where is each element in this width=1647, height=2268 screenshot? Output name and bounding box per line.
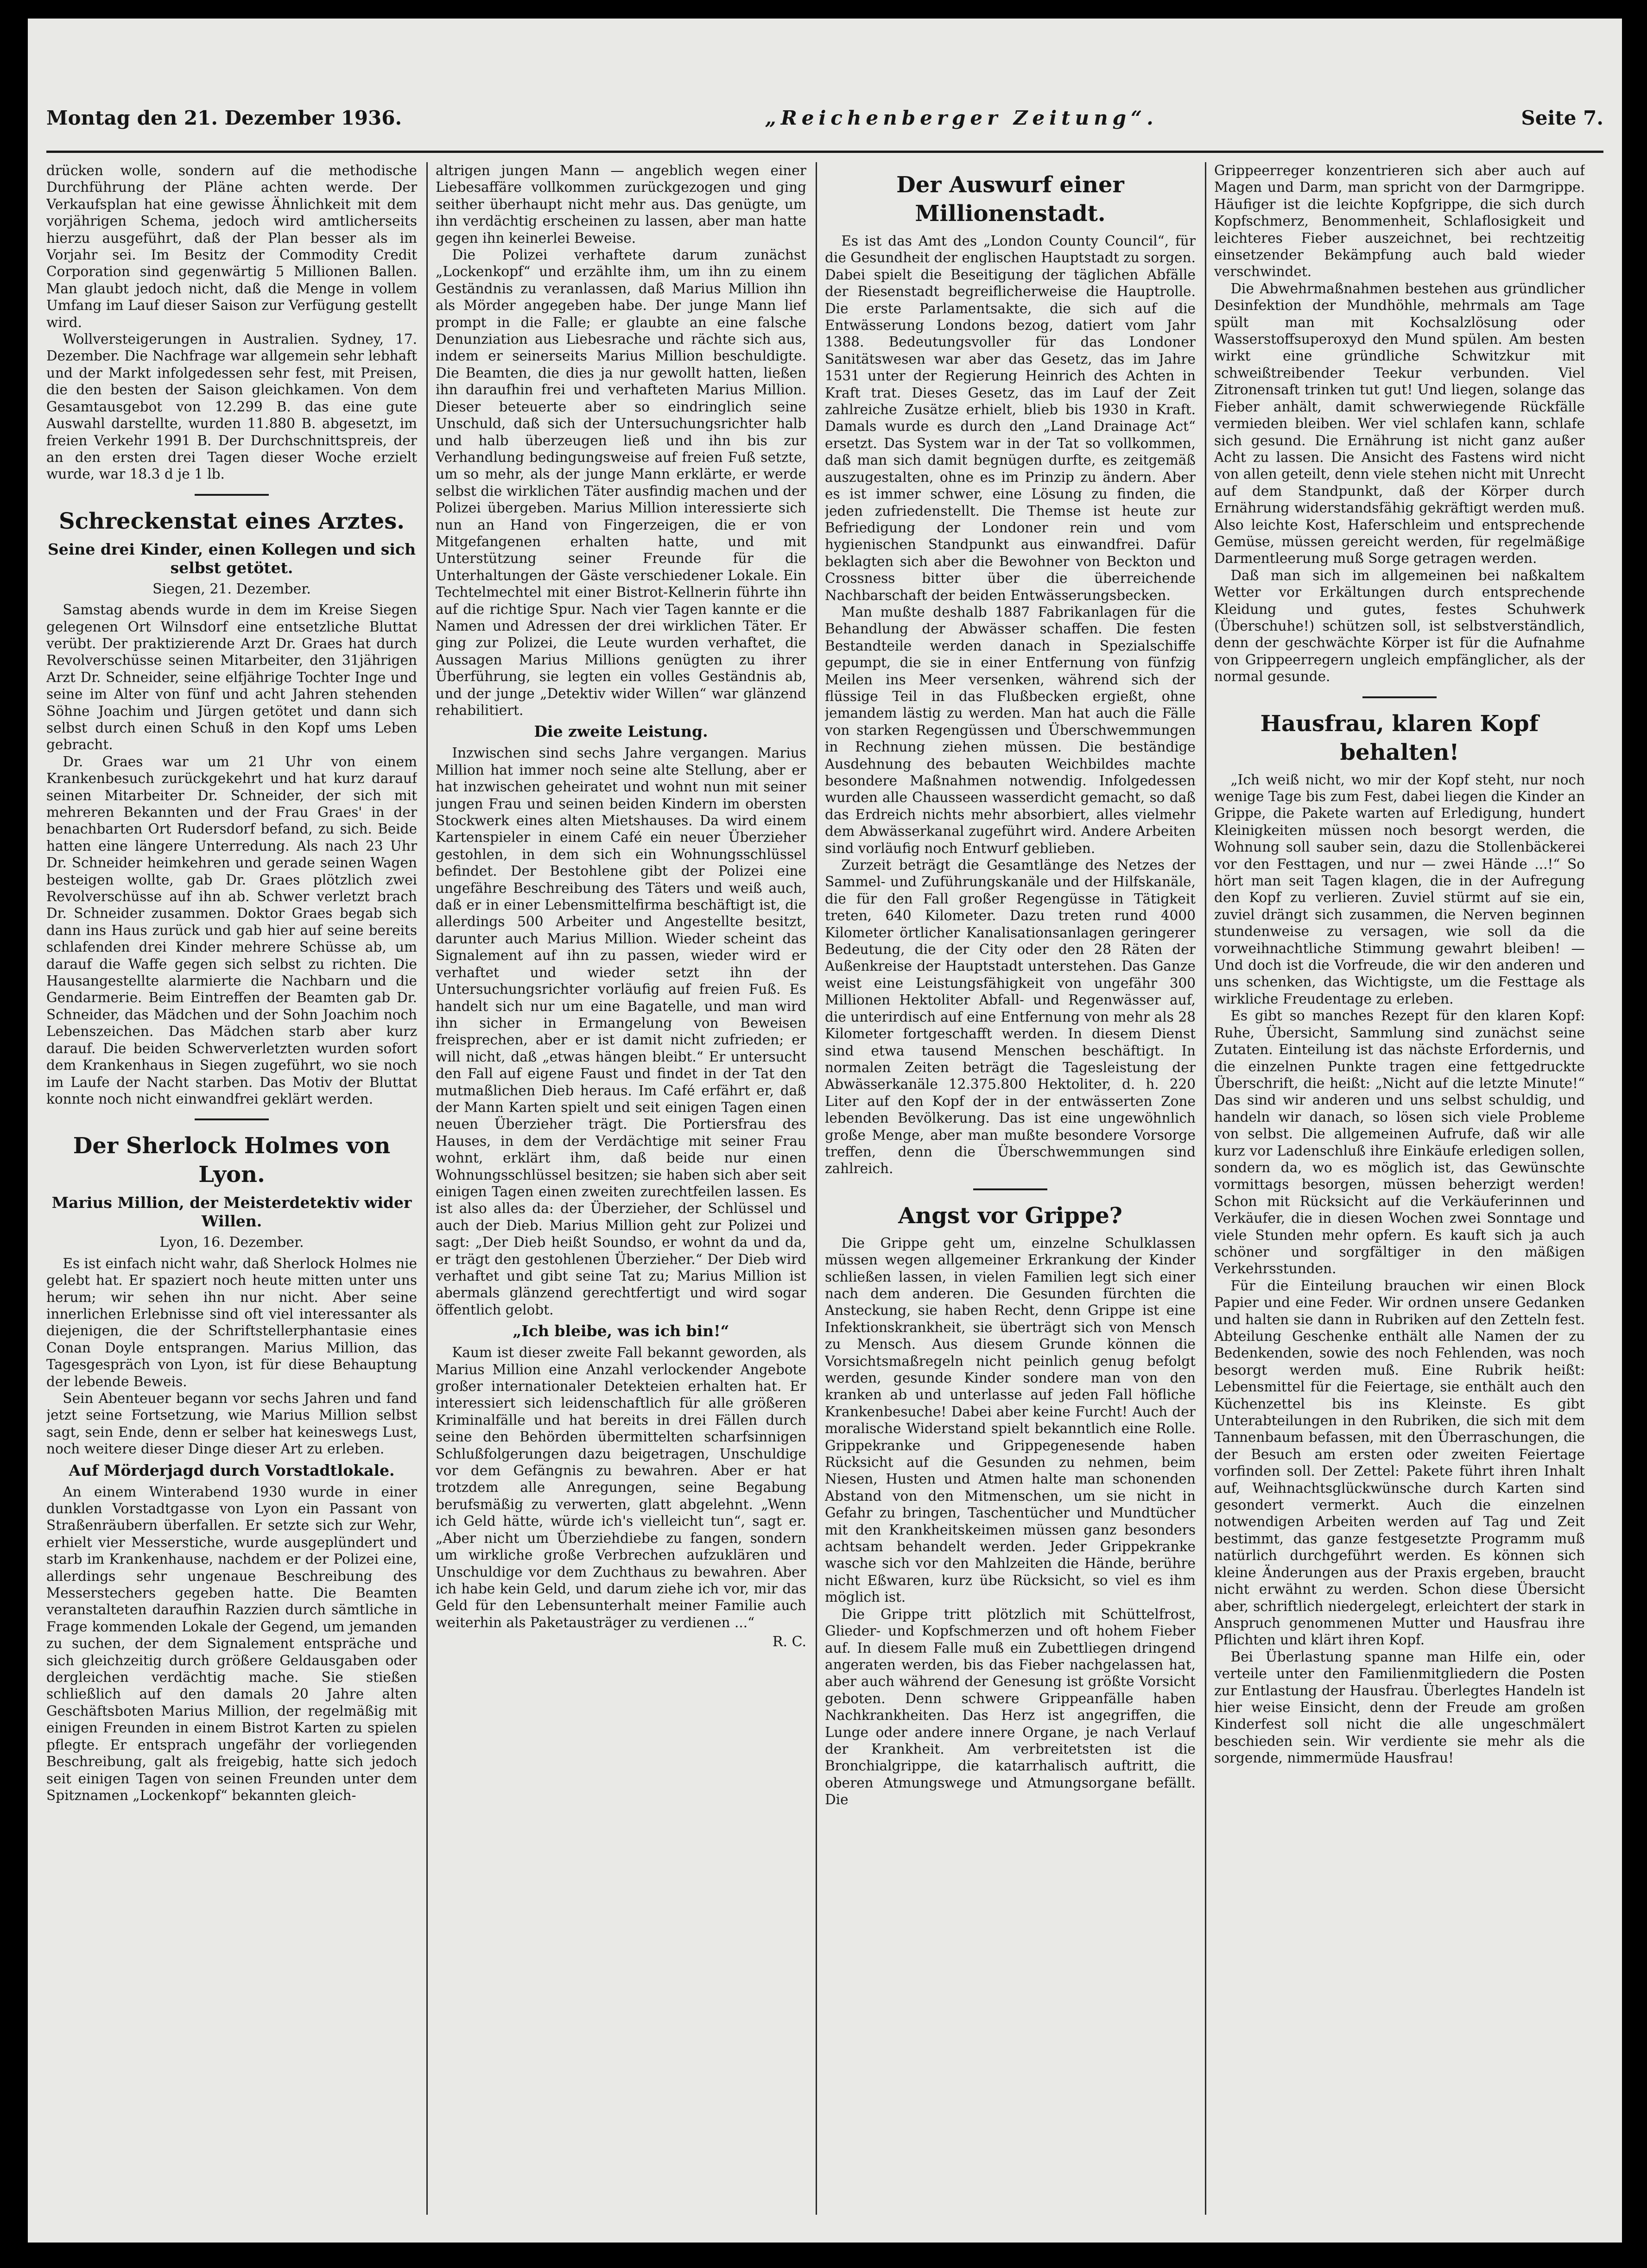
separator <box>973 1188 1047 1190</box>
article-headline: Hausfrau, klaren Kopf behalten! <box>1260 710 1539 765</box>
column-rule <box>1205 162 1206 2215</box>
paragraph: Die Grippe geht um, einzelne Schulklassen müssen wegen allgemeiner Erkrankung der Kinder schließen lassen, in vielen Familien legt sich einer nach dem anderen. Die Gesunden fürchten die Ansteckung, sie haben Recht, denn Grippe ist eine Infektionskrankheit, sie überträgt sich von Mensch zu Mensch. Aus diesem Grunde können die Vorsichtsmaßregeln nicht peinlich genug befolgt werden, gesunde Kinder sondere man von den kranken ab und unterlasse auf jeden Fall höfliche Krankenbesuche! Dabei aber keine Furcht! Auch der moralische Widerstand spielt bekanntlich eine Rolle. Grippekranke und Grippegenesende haben Rücksicht auf die Gesunden zu nehmen, beim Niesen, Husten und Atmen halte man schonenden Abstand von den Mitmenschen, um sie nicht in Gefahr zu bringen, Taschentücher und Mundtücher mit den Krankheitskeimen müssen ganz besonders achtsam behandelt werden. Jeder Grippekranke wasche sich vor den Mahlzeiten die Hände, berühre nicht Eßwaren, kurz übe Rücksicht, so viel es ihm möglich ist. <box>825 1235 1196 1605</box>
article-subheading: Seine drei Kinder, einen Kollegen und sich selbst getötet. <box>48 540 416 577</box>
section-subheading: Die zweite Leistung. <box>534 722 708 741</box>
article-headline: Der Sherlock Holmes von Lyon. <box>73 1133 391 1188</box>
paragraph: altrigen jungen Mann — angeblich wegen einer Liebesaffäre vollkommen zurückgezogen und ging seither überhaupt nicht mehr aus. Das genügte, um ihn verdächtig erscheinen zu lassen, aber man hatte gegen ihn keinerlei Beweise. <box>436 163 806 246</box>
column-1 <box>46 162 417 2215</box>
separator <box>1362 696 1437 698</box>
paragraph: Zurzeit beträgt die Gesamtlänge des Netzes der Sammel- und Zuführungskanäle und der Hilfskanäle, die für den Fall großer Regengüsse in Tätigkeit treten, 640 Kilometer. Dazu treten rund 4000 Kilometer örtlicher Kanalisationsanlagen geringerer Bedeutung, die der City oder den 28 Räten der Außenkreise der Hauptstadt unterstehen. Das Ganze weist eine Leistungsfähigkeit von ungefähr 300 Millionen Hektoliter Abfall- und Regenwässer auf, die unterirdisch auf eine Entfernung von mehr als 28 Kilometer fortgeschafft werden. In diesem Dienst sind etwa tausend Menschen beschäftigt. In normalen Zeiten beträgt die Tagesleistung der Abwässerkanäle 12.375.800 Hektoliter, d. h. 220 Liter auf den Kopf der in der entwässerten Zone lebenden Bevölkerung. Das ist eine ungewöhnlich große Menge, aber man mußte besondere Vorsorge treffen, denn die Überschwemmungen sind zahlreich. <box>825 857 1196 1177</box>
article-headline: Angst vor Grippe? <box>898 1202 1122 1229</box>
paragraph: Man mußte deshalb 1887 Fabrikanlagen für die Behandlung der Abwässer schaffen. Die festen Bestandteile werden danach in Spezialschiffe gepumpt, die sie in einer Entfernung von fünfzig Meilen ins Meer versenken, während sich der flüssige Teil in das Flußbecken ergießt, ohne jemandem lästig zu werden. Man hat auch die Fälle von starken Regengüssen und Überschwemmungen in Rechnung ziehen müssen. Die beständige Ausdehnung des bebauten Weichbildes machte besondere Maßnahmen notwendig. Infolgedessen wurden alle Chausseen wasserdicht gemacht, so daß das Erdreich nichts mehr absorbiert, alles vielmehr dem Abwässerkanal zugeführt wird. Andere Arbeiten sind vorläufig noch Entwurf geblieben. <box>825 604 1196 856</box>
column-2 <box>436 162 806 2215</box>
column-3 <box>825 162 1196 2215</box>
author-signature: R. C. <box>772 1634 806 1650</box>
paragraph: Die Abwehrmaßnahmen bestehen aus gründlicher Desinfektion der Mundhöhle, mehrmals am Tage spült man mit Kochsalzlösung oder Wasserstoffsuperoxyd den Mund spülen. Am besten wirkt eine gründliche Schwitzkur mit schweißtreibender Teekur verbunden. Viel Zitronensaft trinken tut gut! Und liegen, solange das Fieber anhält, damit schwerwiegende Rückfälle vermieden bleiben. Wer viel schlafen kann, schlafe sich gesund. Die Ernährung ist nicht ganz außer Acht zu lassen. Die Ansicht des Fastens wird nicht von allen geteilt, denn viele stehen nicht mit Unrecht auf dem Standpunkt, daß der Körper durch Ernährung widerstandsfähig gekräftigt werden muß. Also leichte Kost, Haferschleim und entsprechende Gemüse, müssen gereicht werden, für regelmäßige Darmentleerung muß Sorge getragen werden. <box>1214 280 1585 567</box>
paragraph: Die Grippe tritt plötzlich mit Schüttelfrost, Glieder- und Kopfschmerzen und oft hohem Fieber auf. In diesem Falle muß ein Zubettliegen dringend angeraten werden, bis das Fieber nachgelassen hat, aber auch während der Genesung ist größte Vorsicht geboten. Denn schwere Grippeanfälle haben Nachkrankheiten. Das Herz ist angegriffen, die Lunge oder andere innere Organe, je nach Verlauf der Krankheit. Am verbreitetsten ist die Bronchialgrippe, die katarrhalisch auftritt, die oberen Atmungswege und Atmungsorgane befällt. Die <box>825 1606 1196 1808</box>
paragraph: „Ich weiß nicht, wo mir der Kopf steht, nur noch wenige Tage bis zum Fest, dabei liegen die Kinder an Grippe, die Pakete warten auf Erledigung, hundert Kleinigkeiten müssen noch besorgt werden, die Wohnung soll sauber sein, dazu die Stollenbäckerei vor den Festtagen, und nur — zwei Hände ...!“ So hört man seit Tagen klagen, die in der Aufregung den Kopf zu verlieren. Zuviel stürmt auf sie ein, zuviel drängt sich zusammen, die Nerven beginnen stundenweise zu versagen, wie soll da die vorweihnachtliche Stimmung gewahrt bleiben! — Und doch ist die Vorfreude, die wir den anderen und uns schenken, das Wichtigste, um die Festtage als wirkliche Freudentage zu erleben. <box>1214 771 1585 1007</box>
separator <box>195 494 269 496</box>
paragraph: Es ist das Amt des „London County Council“, für die Gesundheit der englischen Hauptstadt zu sorgen. Dabei spielt die Beseitigung der täglichen Abfälle der Riesenstadt begreiflicherweise die Hauptrolle. Die erste Parlamentsakte, die sich auf die Entwässerung Londons bezog, datiert vom Jahr 1388. Bedeutungsvoller für das Londoner Sanitätswesen war aber das Gesetz, das im Jahre 1531 unter der Regierung Heinrich des Achten in Kraft trat. Dieses Gesetz, das im Lauf der Zeit zahlreiche Zusätze erhielt, blieb bis 1930 in Kraft. Damals wurde es durch den „Land Drainage Act“ ersetzt. Das System war in der Tat so vollkommen, daß man sich damit begnügen durfte, es zeitgemäß auszugestalten, ohne es im Prinzip zu ändern. Aber es ist immer schwer, eine Lösung zu finden, die jeden zufriedenstellt. Die Themse ist heute zur Befriedigung der Londoner rein und vom hygienischen Standpunkt aus einwandfrei. Dafür beklagten sich aber die Bewohner von Beckton und Crossness bitter über die überreichende Nachbarschaft der beiden Entwässerungsbecken. <box>825 233 1196 603</box>
separator <box>195 1118 269 1120</box>
header-rule <box>46 151 1603 153</box>
dateline: Lyon, 16. Dezember. <box>159 1234 304 1251</box>
paragraph: Es ist einfach nicht wahr, daß Sherlock Holmes nie gelebt hat. Er spaziert noch heute mitten unter uns herum; wir sehen ihn nur nicht. Aber seine innerlichen Erlebnisse sind oft viel interessanter als diejenigen, die der Schriftstellerphantasie eines Conan Doyle entsprangen. Marius Million, das Tagesgespräch von Lyon, ist für diese Behauptung der lebende Beweis. <box>46 1255 417 1390</box>
newspaper-page <box>28 19 1622 2243</box>
paragraph: Daß man sich im allgemeinen bei naßkaltem Wetter vor Erkältungen durch entsprechende Kleidung und gutes, festes Schuhwerk (Überschuhe!) schützen soll, ist selbstverständlich, denn der geschwächte Körper ist für die Aufnahme von Grippeerregern ungleich empfänglicher, als der normal gesunde. <box>1214 567 1585 685</box>
paragraph: drücken wolle, sondern auf die methodische Durchführung der Pläne achten werde. Der Verkaufsplan hat eine gewisse Ähnlichkeit mit dem vorjährigen Schema, jedoch wird amtlicherseits hierzu ausgeführt, daß der Plan besser als im Vorjahr sei. Im Besitz der Commodity Credit Corporation sind gegenwärtig 5 Millionen Ballen. Man glaubt jedoch nicht, daß die Menge in vollem Umfang im Lauf dieser Saison zur Verfügung gestellt wird. <box>46 163 417 330</box>
paragraph: Bei Überlastung spanne man Hilfe ein, oder verteile unter den Familienmitgliedern die Posten zur Entlastung der Hausfrau. Überlegtes Handeln ist hier weise Einsicht, denn der Freude am großen Kinderfest soll nicht die alle ungeschmälert beschieden sein. Wir verdiente sie mehr als die sorgende, nimmermüde Hausfrau! <box>1214 1649 1585 1766</box>
article-headline: Der Auswurf einer Millionenstadt. <box>896 172 1124 227</box>
paragraph: Für die Einteilung brauchen wir einen Block Papier und eine Feder. Wir ordnen unsere Gedanken und halten sie dann in Rubriken auf den Zetteln fest. Abteilung Geschenke enthält alle Namen der zu Bedenkenden, sowie des noch Fehlenden, was noch besorgt werden muß. Eine Rubrik heißt: Lebensmittel für die Feiertage, sie enthält auch den Küchenzettel bis ins Kleinste. Es gibt Unterabteilungen in den Rubriken, die sich mit dem Tannenbaum befassen, mit den Überraschungen, die der Besuch am ersten oder zweiten Feiertage vorfinden soll. Der Zettel: Pakete führt ihren Inhalt auf, Weihnachtsglückwünsche durch Karten sind gesondert vermerkt. Auch die einzelnen notwendigen Arbeiten werden auf Tag und Zeit bestimmt, das ganze festgesetzte Programm muß natürlich durchgeführt werden. Es können sich kleine Änderungen aus der Praxis ergeben, braucht nicht erwähnt zu werden. Schon diese Übersicht aber, schriftlich niedergelegt, erleichtert der stark in Anspruch genommenen Mutter und Hausfrau ihre Pflichten und klärt ihren Kopf. <box>1214 1277 1585 1648</box>
section-subheading: „Ich bleibe, was ich bin!“ <box>513 1322 729 1340</box>
newspaper-title: „Reichenberger Zeitung“. <box>765 107 1158 129</box>
dateline: Siegen, 21. Dezember. <box>152 581 311 597</box>
paragraph: Dr. Graes war um 21 Uhr von einem Krankenbesuch zurückgekehrt und hat kurz darauf seinen Mitarbeiter Dr. Schneider, der sich mit mehreren Bekannten und der Frau Graes' in der benachbarten Ort Rudersdorf befand, zu sich. Beide hatten eine längere Unterredung. Als nach 23 Uhr Dr. Schneider heimkehren und gerade seinen Wagen besteigen wollte, gab Dr. Graes plötzlich zwei Revolverschüsse auf ihn ab. Schwer verletzt brach Dr. Schneider zusammen. Doktor Graes begab sich dann ins Haus zurück und gab hier auf seine bereits schlafenden drei Kinder mehrere Schüsse ab, um darauf die Waffe gegen sich selbst zu richten. Die Hausangestellte alarmierte die Nachbarn und die Gendarmerie. Beim Eintreffen der Beamten gab Dr. Schneider, das Mädchen und der Sohn Joachim noch Lebenszeichen. Das Mädchen starb aber kurz darauf. Die beiden Schwerverletzten wurden sofort dem Krankenhaus in Siegen zugeführt, wo sie noch im Laufe der Nacht starben. Das Motiv der Bluttat konnte noch nicht einwandfrei geklärt werden. <box>46 753 417 1107</box>
issue-date: Montag den 21. Dezember 1936. <box>46 107 402 129</box>
column-4 <box>1214 162 1585 2215</box>
paragraph: An einem Winterabend 1930 wurde in einer dunklen Vorstadtgasse von Lyon ein Passant von Straßenräubern überfallen. Er setzte sich zur Wehr, erhielt vier Messerstiche, wurde ausgeplündert und starb im Krankenhause, nachdem er der Polizei eine, allerdings sehr ungenaue Beschreibung des Messerstechers gegeben hatte. Die Beamten veranstalteten daraufhin Razzien durch sämtliche in Frage kommenden Lokale der Gegend, um jemanden zu suchen, der dem Signalement entspräche und sich gleichzeitig durch größere Geldausgaben oder dergleichen verdächtig mache. Sie stießen schließlich auf den damals 20 Jahre alten Geschäftsboten Marius Million, der regelmäßig mit einigen Freunden in einem Bistrot Karten zu spielen pflegte. Er entsprach ungefähr der vorliegenden Beschreibung, galt als freigebig, hatte sich jedoch seit einigen Tagen von seinen Freunden unter dem Spitznamen „Lockenkopf“ bekannten gleich- <box>46 1484 417 1803</box>
running-head <box>46 107 1603 148</box>
paragraph: Kaum ist dieser zweite Fall bekannt geworden, als Marius Million eine Anzahl verlockender Angebote großer internationaler Detekteien erhalten hat. Er interessiert sich leidenschaftlich für alle größeren Kriminalfälle und hat bereits in drei Fällen durch seine den Behörden übermittelten scharfsinnigen Schlußfolgerungen dazu beigetragen, Unschuldige vor dem Gefängnis zu bewahren. Aber er hat trotzdem alle Anregungen, seine Begabung berufsmäßig zu verwerten, glatt abgelehnt. „Wenn ich Geld hätte, würde ich's vielleicht tun“, sagt er. „Aber nicht um Überziehdiebe zu fangen, sondern um wirkliche große Verbrechen aufzuklären und Unschuldige vor dem Zuchthaus zu bewahren. Aber ich habe kein Geld, und darum ziehe ich vor, mir das Geld für den Lebensunterhalt meiner Familie auch weiterhin als Paketausträger zu verdienen ...“ <box>436 1345 806 1630</box>
paragraph: Grippeerreger konzentrieren sich aber auch auf Magen und Darm, man spricht von der Darmgrippe. Häufiger ist die leichte Kopfgrippe, die sich durch Kopfschmerz, Benommenheit, Schlaflosigkeit und leichteres Fieber auszeichnet, bei rechtzeitig einsetzender Bekämpfung auch bald wieder verschwindet. <box>1214 163 1585 280</box>
paragraph: Sein Abenteuer begann vor sechs Jahren und fand jetzt seine Fortsetzung, wie Marius Million selbst sagt, sein Ende, denn er selber hat keineswegs Lust, noch weitere dieser Dinge dieser Art zu erleben. <box>46 1390 417 1457</box>
paragraph: Wollversteigerungen in Australien. Sydney, 17. Dezember. Die Nachfrage war allgemein sehr lebhaft und der Markt infolgedessen sehr fest, mit Preisen, die den besten der Saison gleichkamen. Von dem Gesamtausgebot von 12.299 B. das eine gute Auswahl darstellte, wurden 11.880 B. abgesetzt, im freien Verkehr 1991 B. Der Durchschnittspreis, der an den ersten drei Tagen dieser Woche erzielt wurde, war 18.3 d je 1 lb. <box>46 331 417 482</box>
page-number: Seite 7. <box>1521 107 1603 129</box>
article-subheading: Marius Million, der Meisterdetektiv wider Willen. <box>51 1194 412 1231</box>
paragraph: Die Polizei verhaftete darum zunächst „Lockenkopf“ und erzählte ihm, um ihn zu einem Geständnis zu veranlassen, daß Marius Million ihn als Mörder angegeben habe. Der junge Mann lief prompt in die Falle; er glaubte an eine falsche Denunziation aus Liebesrache und rächte sich aus, indem er seinerseits Marius Million beschuldigte. Die Beamten, die dies ja nur gewollt hatten, ließen ihn daraufhin frei und verhafteten Marius Million. Dieser beteuerte aber so eindringlich seine Unschuld, daß sich der Untersuchungsrichter halb und halb überzeugen ließ und ihn bis zur Verhandlung bedingungsweise auf freien Fuß setzte, um so mehr, als der junge Mann erklärte, er werde selbst die wirklichen Täter ausfindig machen und der Polizei übergeben. Marius Million interessierte sich nun an Hand von Fingerzeigen, die er von Mitgefangenen erhalten hatte, und mit Unterstützung seiner Freunde für die Unterhaltungen der Gäste verschiedener Lokale. Ein Techtelmechtel mit einer Bistrot-Kellnerin führte ihn auf die richtige Spur. Nach vier Tagen kannte er die Namen und Adressen der drei wirklichen Täter. Er ging zur Polizei, die Leute wurden verhaftet, die Aussagen Marius Millions genügten zu ihrer Überführung, sie legten ein volles Geständnis ab, und der junge „Detektiv wider Willen“ war glänzend rehabilitiert. <box>436 247 806 718</box>
column-rule <box>426 162 428 2215</box>
column-rule <box>816 162 817 2215</box>
paragraph: Inzwischen sind sechs Jahre vergangen. Marius Million hat immer noch seine alte Stellung, aber er hat inzwischen geheiratet und wohnt nun mit seiner jungen Frau und seinen beiden Kindern im obersten Stockwerk eines alten Mietshauses. Da wird einem Kartenspieler in einem Café ein neuer Überzieher gestohlen, in dem sich ein Wohnungsschlüssel befindet. Der Bestohlene gibt der Polizei eine ungefähre Beschreibung des Täters und weiß auch, daß er in einer Lebensmittelfirma beschäftigt ist, die allerdings 500 Arbeiter und Angestellte besitzt, darunter auch Marius Million. Wieder scheint das Signalement auf ihn zu passen, wieder wird er verhaftet und wieder setzt ihn der Untersuchungsrichter vorläufig auf freien Fuß. Es handelt sich nur um eine Bagatelle, und man wird ihn sicher in Ermangelung von Beweisen freisprechen, aber er ist damit nicht zufrieden; er will nicht, daß „etwas hängen bleibt.“ Er untersucht den Fall auf eigene Faust und findet in der Tat den mutmaßlichen Dieb heraus. Im Café erfährt er, daß der Mann Karten spielt und seit einigen Tagen einen neuen Überzieher trägt. Die Portiersfrau des Hauses, in dem der Verdächtige mit seiner Frau wohnt, erklärt ihm, daß beide nur einen Wohnungsschlüssel besitzen; sie haben sich aber seit einigen Tagen einen zweiten zurechtfeilen lassen. Es ist also alles da: der Überzieher, der Schlüssel und auch der Dieb. Marius Million geht zur Polizei und sagt: „Der Dieb heißt Soundso, er wohnt da und da, er trägt den gestohlenen Überzieher.“ Der Dieb wird verhaftet und gibt seine Tat zu; Marius Million ist abermals glänzend gerechtfertigt und wird sogar öffentlich gelobt. <box>436 745 806 1318</box>
paragraph: Es gibt so manches Rezept für den klaren Kopf: Ruhe, Übersicht, Sammlung sind zunächst seine Zutaten. Einteilung ist das nächste Erfordernis, und die einzelnen Punkte tragen eine fettgedruckte Überschrift, die heißt: „Nicht auf die letzte Minute!“ Das sind wir anderen und uns selbst schuldig, und handeln wir danach, so lösen sich viele Probleme von selbst. Die allgemeinen Aufrufe, daß wir alle kurz vor Ladenschluß ihre Einkäufe erledigen sollen, sondern da, wo es möglich ist, das Gewünschte vormittags besorgen, müssen beherzigt werden! Schon mit Rücksicht auf die Verkäuferinnen und Verkäufer, die in diesen Wochen zwei Sonntage und viele Stunden mehr opfern. Es kauft sich ja auch schöner und sorgfältiger in den mäßigen Verkehrsstunden. <box>1214 1008 1585 1277</box>
section-subheading: Auf Mörderjagd durch Vorstadtlokale. <box>69 1461 395 1479</box>
article-headline: Schreckenstat eines Arztes. <box>59 508 405 534</box>
paragraph: Samstag abends wurde in dem im Kreise Siegen gelegenen Ort Wilnsdorf eine entsetzliche Bluttat verübt. Der praktizierende Arzt Dr. Graes hat durch Revolverschüsse seinen Mitarbeiter, den 31jährigen Arzt Dr. Schneider, seine elfjährige Tochter Inge und seine im Alter von fünf und acht Jahren stehenden Söhne Joachim und Jürgen getötet und dann sich selbst durch einen Schuß in den Kopf ums Leben gebracht. <box>46 602 417 753</box>
